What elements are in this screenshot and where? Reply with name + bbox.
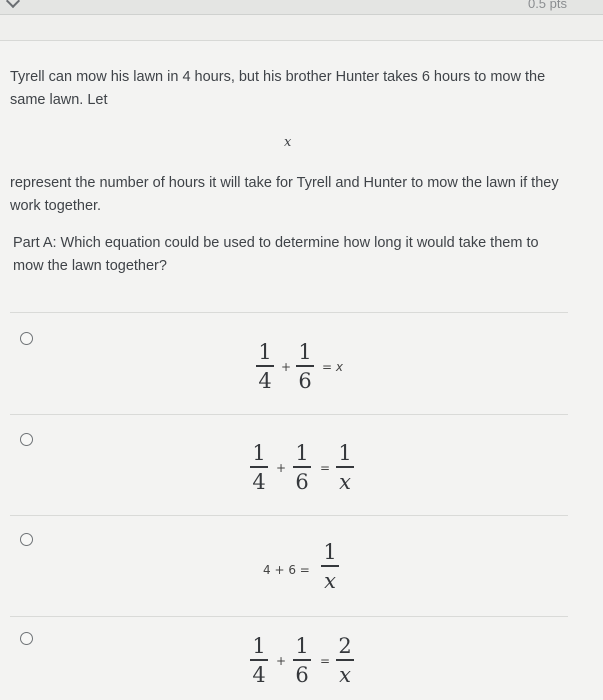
question-header [0, 0, 603, 15]
fraction-1-4: 1 4 [250, 442, 268, 493]
fraction-1-x: 1 x [336, 442, 354, 493]
fraction-2-x: 2 x [336, 635, 354, 686]
radio-button[interactable] [20, 632, 33, 645]
equals-x: = x [322, 360, 343, 374]
radio-button[interactable] [20, 332, 33, 345]
question-card [0, 40, 603, 700]
question-text-definition: represent the number of hours it will take for Tyrell and Hunter to mow the lawn if they work together. [10, 175, 559, 214]
equals-sign: = [320, 461, 331, 475]
variable-x: x [284, 135, 292, 150]
radio-button[interactable] [20, 533, 33, 546]
points-label: 0.5 pts [527, 0, 567, 11]
plus-sign: + [276, 461, 287, 475]
fraction-1-4: 1 4 [256, 341, 274, 392]
plus-sign: + [281, 360, 292, 374]
question-part-a: Part A: Which equation could be used to determine how long it would take them to mow the lawn together? [13, 235, 539, 274]
plus-sign: + [276, 654, 287, 668]
answer-option-3[interactable] [10, 516, 568, 616]
question-text-intro: Tyrell can mow his lawn in 4 hours, but his brother Hunter takes 6 hours to mow the same lawn. Let [10, 69, 546, 108]
radio-button[interactable] [20, 433, 33, 446]
fraction-1-6: 1 6 [296, 341, 314, 392]
answer-option-2[interactable] [10, 415, 568, 515]
chevron-icon[interactable] [6, 0, 20, 8]
fraction-1-4: 1 4 [250, 635, 268, 686]
answer-option-4[interactable] [10, 617, 568, 700]
fraction-1-6: 1 6 [293, 442, 311, 493]
equals-sign: = [320, 654, 331, 668]
fraction-1-x: 1 x [321, 541, 339, 592]
answer-option-1[interactable] [10, 313, 568, 413]
fraction-1-6: 1 6 [293, 635, 311, 686]
lhs-sum: 4 + 6 = [263, 563, 310, 577]
